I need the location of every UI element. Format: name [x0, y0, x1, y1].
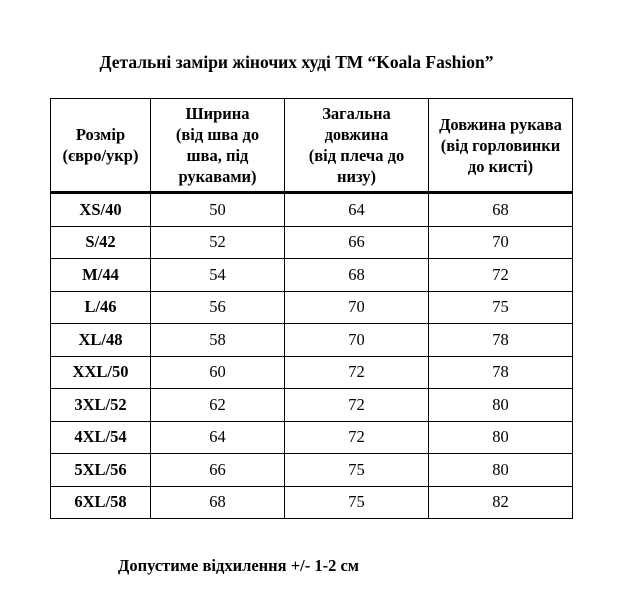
length-cell: 72 — [285, 356, 429, 389]
header-line: рукавами) — [178, 167, 257, 186]
sleeve-cell: 80 — [429, 389, 573, 422]
header-sleeve-length — [429, 99, 573, 193]
length-cell: 72 — [285, 389, 429, 422]
header-line: Довжина рукава — [439, 114, 562, 134]
table-header — [51, 99, 573, 193]
table-row — [51, 226, 573, 259]
width-cell: 60 — [151, 356, 285, 389]
table-row — [51, 193, 573, 227]
table-body — [51, 193, 573, 519]
sleeve-cell: 80 — [429, 421, 573, 454]
size-cell: 6XL/58 — [51, 486, 151, 519]
size-cell: 5XL/56 — [51, 454, 151, 487]
header-line: Ширина — [185, 104, 250, 123]
header-line: (від плеча до — [308, 146, 405, 165]
header-line: низу) — [336, 167, 377, 186]
table-row — [51, 291, 573, 324]
width-cell: 56 — [151, 291, 285, 324]
header-width — [151, 99, 285, 193]
size-cell: M/44 — [51, 259, 151, 292]
header-line: (від шва до — [175, 125, 260, 144]
sleeve-cell: 70 — [429, 226, 573, 259]
header-line: шва, під — [186, 146, 249, 165]
tolerance-note: Допустиме відхилення +/- 1-2 см — [118, 556, 360, 575]
size-cell: S/42 — [51, 226, 151, 259]
width-cell: 58 — [151, 324, 285, 357]
length-cell: 72 — [285, 421, 429, 454]
table-row — [51, 486, 573, 519]
width-cell: 68 — [151, 486, 285, 519]
sleeve-cell: 72 — [429, 259, 573, 292]
header-line: Розмір — [75, 125, 126, 144]
sleeve-cell: 78 — [429, 324, 573, 357]
sleeve-cell: 82 — [429, 486, 573, 519]
table-row — [51, 454, 573, 487]
size-cell: XL/48 — [51, 324, 151, 357]
width-cell: 62 — [151, 389, 285, 422]
width-cell: 66 — [151, 454, 285, 487]
size-cell: L/46 — [51, 291, 151, 324]
sleeve-cell: 78 — [429, 356, 573, 389]
header-line: довжина — [324, 125, 389, 144]
header-line: до кисті) — [467, 156, 534, 176]
width-cell: 50 — [151, 193, 285, 227]
table-row — [51, 356, 573, 389]
table-row — [51, 259, 573, 292]
table-row — [51, 421, 573, 454]
length-cell: 70 — [285, 324, 429, 357]
header-line: (від горловинки — [440, 135, 561, 155]
header-total-length — [285, 99, 429, 193]
width-cell: 64 — [151, 421, 285, 454]
page-title: Детальні заміри жіночих худі ТМ “Koala Fashion” — [99, 52, 494, 72]
length-cell: 64 — [285, 193, 429, 227]
table-row — [51, 389, 573, 422]
length-cell: 68 — [285, 259, 429, 292]
size-cell: 4XL/54 — [51, 421, 151, 454]
size-cell: XS/40 — [51, 193, 151, 227]
length-cell: 75 — [285, 486, 429, 519]
sleeve-cell: 68 — [429, 193, 573, 227]
header-size — [51, 99, 151, 193]
size-cell: XXL/50 — [51, 356, 151, 389]
size-cell: 3XL/52 — [51, 389, 151, 422]
length-cell: 66 — [285, 226, 429, 259]
size-chart-table — [50, 98, 573, 519]
sleeve-cell: 80 — [429, 454, 573, 487]
width-cell: 54 — [151, 259, 285, 292]
length-cell: 70 — [285, 291, 429, 324]
table-row — [51, 324, 573, 357]
width-cell: 52 — [151, 226, 285, 259]
header-line: (євро/укр) — [62, 146, 139, 165]
header-row — [51, 99, 573, 193]
header-line: Загальна — [322, 104, 391, 123]
sleeve-cell: 75 — [429, 291, 573, 324]
length-cell: 75 — [285, 454, 429, 487]
